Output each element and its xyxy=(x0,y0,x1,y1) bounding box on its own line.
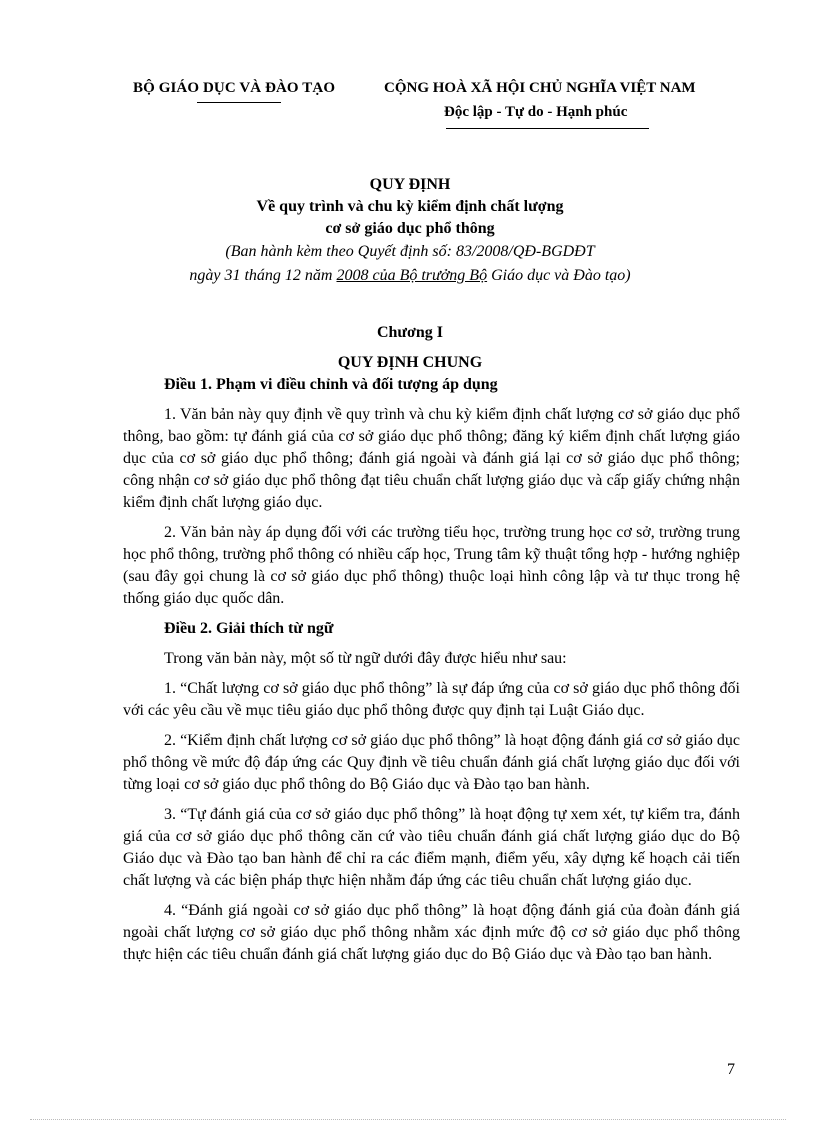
chapter-name: QUY ĐỊNH CHUNG xyxy=(337,354,483,371)
chapter-heading xyxy=(100,318,720,378)
document-subject-line-2: cơ sở giáo dục phổ thông xyxy=(325,220,495,237)
article-1-paragraph-1: 1. Văn bản này quy định về quy trình và chu kỳ kiểm định chất lượng cơ sở giáo dục phổ thông, bao gồm: tự đánh giá của cơ sở giáo dục phổ thông; đăng ký kiểm định chất lượng giáo dục của cơ sở giáo dục phổ thông; đánh giá ngoài và đánh giá lại cơ sở giáo dục phổ thông; công nhận cơ sở giáo dục phổ thông đạt tiêu chuẩn chất lượng giáo dục và cấp giấy chứng nhận kiểm định chất lượng giáo dục. xyxy=(123,406,740,511)
document-header xyxy=(0,80,816,140)
chapter-number: Chương I xyxy=(376,324,444,341)
page-number: 7 xyxy=(727,1061,735,1078)
document-body xyxy=(123,374,740,974)
ministry-underline xyxy=(197,102,281,103)
motto-underline xyxy=(446,128,649,129)
article-1-paragraph-2: 2. Văn bản này áp dụng đối với các trường tiểu học, trường trung học cơ sở, trường trung học phổ thông, trường phổ thông có nhiều cấp học, Trung tâm kỹ thuật tổng hợp - hướng nghiệp (sau đây gọi chung là cơ sở giáo dục phổ thông) thuộc loại hình công lập và tư thục trong hệ thống giáo dục quốc dân. xyxy=(123,524,740,607)
article-2-paragraph-1: 1. “Chất lượng cơ sở giáo dục phổ thông” là sự đáp ứng của cơ sở giáo dục phổ thông đối với các yêu cầu về mục tiêu giáo dục phổ thông được quy định tại Luật Giáo dục. xyxy=(123,680,740,719)
issuance-note-line-2 xyxy=(100,264,720,288)
article-2-paragraph-3: 3. “Tự đánh giá của cơ sở giáo dục phổ thông” là hoạt động tự xem xét, tự kiểm tra, đánh giá của cơ sở giáo dục phổ thông căn cứ vào tiêu chuẩn đánh giá chất lượng giáo dục do Bộ Giáo dục và Đào tạo ban hành để chỉ ra các điểm mạnh, điểm yếu, xây dựng kế hoạch cải tiến chất lượng và các biện pháp thực hiện nhằm đáp ứng các tiêu chuẩn chất lượng giáo dục. xyxy=(123,806,740,889)
national-motto: Độc lập - Tự do - Hạnh phúc xyxy=(444,104,628,120)
article-2-paragraph-4: 4. “Đánh giá ngoài cơ sở giáo dục phổ thông” là hoạt động đánh giá của đoàn đánh giá ngoài chất lượng cơ sở giáo dục phổ thông nhằm xác định mức độ cơ sở giáo dục phổ thông thực hiện các tiêu chuẩn đánh giá chất lượng giáo dục do Bộ Giáo dục và Đào tạo ban hành. xyxy=(123,902,740,963)
page-bottom-divider xyxy=(30,1119,786,1120)
article-2-title: Điều 2. Giải thích từ ngữ xyxy=(164,620,334,637)
issuance-date: ngày 31 tháng 12 năm xyxy=(189,267,337,284)
document-title-block xyxy=(100,174,720,288)
article-2-paragraph-2: 2. “Kiểm định chất lượng cơ sở giáo dục phổ thông” là hoạt động đánh giá cơ sở giáo dục phổ thông về mức độ đáp ứng các Quy định về tiêu chuẩn đánh giá chất lượng giáo dục đối với từng loại cơ sở giáo dục phổ thông do Bộ Giáo dục và Đào tạo ban hành. xyxy=(123,732,740,793)
document-subject-line-1: Về quy trình và chu kỳ kiểm định chất lượng xyxy=(256,198,564,215)
issuance-authority: Giáo dục và Đào tạo) xyxy=(487,267,631,284)
issuance-note-line-1: (Ban hành kèm theo Quyết định số: 83/2008/QĐ-BGDĐT xyxy=(225,243,595,260)
article-2-intro: Trong văn bản này, một số từ ngữ dưới đây được hiểu như sau: xyxy=(164,650,567,667)
republic-name: CỘNG HOÀ XÃ HỘI CHỦ NGHĨA VIỆT NAM xyxy=(384,80,696,96)
article-1-title: Điều 1. Phạm vi điều chỉnh và đối tượng áp dụng xyxy=(164,376,498,393)
issuance-underlined: 2008 của Bộ trưởng Bộ xyxy=(336,267,488,284)
ministry-name: BỘ GIÁO DỤC VÀ ĐÀO TẠO xyxy=(133,80,336,96)
document-title: QUY ĐỊNH xyxy=(369,176,451,193)
